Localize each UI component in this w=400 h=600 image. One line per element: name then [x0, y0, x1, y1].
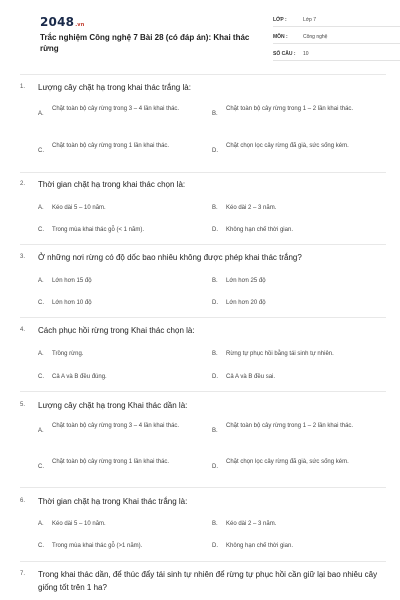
option-6d[interactable]: D. Không hạn chế thời gian. [212, 543, 293, 549]
site-logo[interactable]: 2048.vn [40, 15, 85, 29]
question-text: Cách phục hồi rừng trong Khai thác chọn là: [38, 326, 195, 335]
option-5a[interactable]: A. Chặt toàn bộ cây rừng trong 3 – 4 lần khai thác. [38, 423, 180, 434]
option-1d[interactable]: D. Chặt chọn lọc cây rừng đã già, sức sống kém. [212, 143, 349, 154]
option-2d[interactable]: D. Không hạn chế thời gian. [212, 227, 293, 233]
question-5: 5. Lượng cây chặt hạ trong Khai thác dần là: [20, 401, 188, 410]
divider [20, 74, 386, 75]
question-text: Ở những nơi rừng có độ dốc bao nhiêu không được phép khai thác trắng? [38, 253, 302, 262]
divider [20, 487, 386, 488]
divider [20, 317, 386, 318]
option-5d[interactable]: D. Chặt chọn lọc cây rừng đã già, sức sống kém. [212, 459, 349, 470]
option-2a[interactable]: A. Kéo dài 5 – 10 năm. [38, 205, 106, 211]
divider [20, 172, 386, 173]
option-4c[interactable]: C. Cả A và B đều đúng. [38, 374, 107, 380]
meta-subject: MÔN : Công nghệ [273, 30, 400, 44]
option-3a[interactable]: A. Lớn hơn 15 độ [38, 278, 92, 284]
question-text: Lượng cây chặt hạ trong Khai thác dần là: [38, 401, 188, 410]
option-4b[interactable]: B. Rừng tự phục hồi bằng tái sinh tự nhiên. [212, 351, 334, 357]
option-6b[interactable]: B. Kéo dài 2 – 3 năm. [212, 521, 277, 527]
option-2b[interactable]: B. Kéo dài 2 – 3 năm. [212, 205, 277, 211]
question-6: 6. Thời gian chặt hạ trong Khai thác trắng là: [20, 497, 188, 506]
question-text: Thời gian chặt hạ trong Khai thác trắng là: [38, 497, 188, 506]
question-4: 4. Cách phục hồi rừng trong Khai thác chọn là: [20, 326, 195, 335]
question-text: Trong khai thác dần, để thúc đẩy tái sinh tự nhiên để rừng tự phục hồi cần giữ lại bao nhiêu cây giống tốt trên 1 ha? [38, 570, 378, 592]
option-2c[interactable]: C. Trong mùa khai thác gỗ (< 1 năm). [38, 227, 144, 233]
option-3d[interactable]: D. Lớn hơn 20 độ [212, 300, 266, 306]
question-3: 3. Ở những nơi rừng có độ dốc bao nhiêu không được phép khai thác trắng? [20, 253, 302, 262]
option-3b[interactable]: B. Lớn hơn 25 độ [212, 278, 266, 284]
divider [20, 391, 386, 392]
page-title: Trắc nghiệm Công nghệ 7 Bài 28 (có đáp án): Khai thác rừng [40, 33, 250, 53]
question-text: Lượng cây chặt hạ trong khai thác trắng là: [38, 83, 191, 92]
option-1c[interactable]: C. Chặt toàn bộ cây rừng trong 1 lần khai thác. [38, 143, 170, 154]
option-6c[interactable]: C. Trong mùa khai thác gỗ (>1 năm). [38, 543, 143, 549]
question-7: 7. Trong khai thác dần, để thúc đẩy tái sinh tự nhiên để rừng tự phục hồi cần giữ lại bao nhiêu cây giống tốt trên 1 ha? [20, 570, 378, 592]
option-1b[interactable]: B. Chặt toàn bộ cây rừng trong 1 – 2 lần khai thác. [212, 106, 354, 117]
question-1: 1. Lượng cây chặt hạ trong khai thác trắng là: [20, 83, 191, 92]
option-6a[interactable]: A. Kéo dài 5 – 10 năm. [38, 521, 106, 527]
question-text: Thời gian chặt hạ trong khai thác chọn là: [38, 180, 186, 189]
option-5c[interactable]: C. Chặt toàn bộ cây rừng trong 1 lần khai thác. [38, 459, 170, 470]
option-1a[interactable]: A. Chặt toàn bộ cây rừng trong 3 – 4 lần khai thác. [38, 106, 180, 117]
page-header [20, 0, 386, 70]
option-4a[interactable]: A. Trồng rừng. [38, 351, 84, 357]
option-5b[interactable]: B. Chặt toàn bộ cây rừng trong 1 – 2 lần khai thác. [212, 423, 354, 434]
question-2: 2. Thời gian chặt hạ trong khai thác chọn là: [20, 180, 186, 189]
divider [20, 561, 386, 562]
meta-grade: LỚP : Lớp 7 [273, 13, 400, 27]
option-4d[interactable]: D. Cả A và B đều sai. [212, 374, 276, 380]
option-3c[interactable]: C. Lớn hơn 10 độ [38, 300, 92, 306]
divider [20, 244, 386, 245]
quiz-meta [273, 13, 400, 64]
meta-question-count: SỐ CÂU : 10 [273, 47, 400, 61]
